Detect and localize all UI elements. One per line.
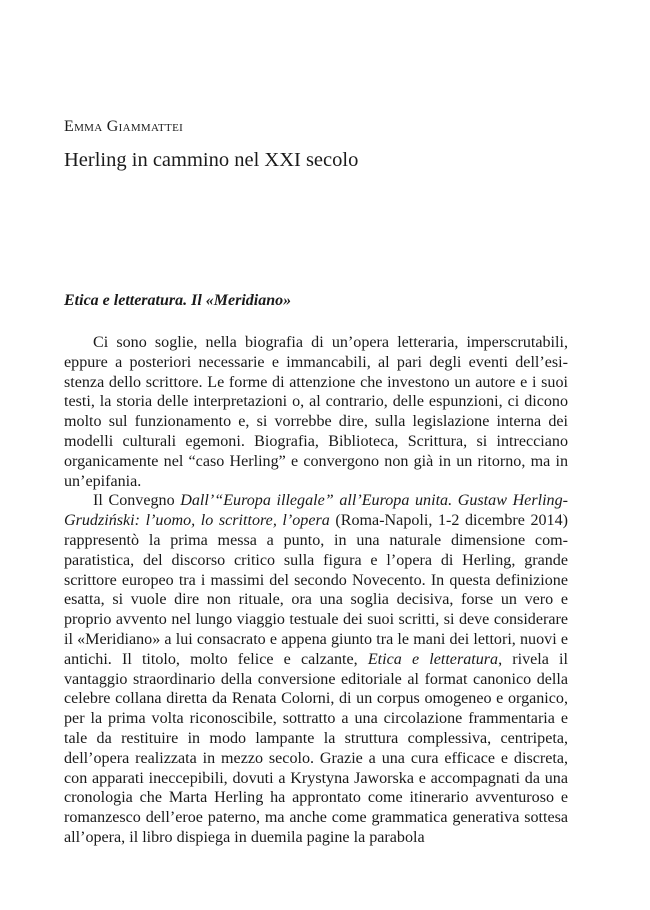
article-title: Herling in cammino nel XXI secolo <box>64 149 359 171</box>
text-run: (Roma-Napoli, 1-2 dicembre 2014) rappresentò la prima messa a punto, in una naturale dimensione comparatistica, del discorso critico sulla figura e l’opera di Herling, grande scrittore europeo tra i massimi del secondo Novecento. In questa definizione esatta, si vuole dire non rituale, ora una soglia decisiva, forse un vero e proprio avvento nel lungo viaggio testuale dei suoi scritti, si deve considerare il «Meridiano» a lui consacrato e appena giunto tra le mani dei lettori, nuovi e antichi. Il titolo, molto felice e calzante, <box>64 512 568 668</box>
author-name: Emma Giammattei <box>64 118 184 135</box>
text-run: , rivela il vantaggio straordinario della conversione editoriale al format canonico della celebre collana diretta da Renata Colorni, di un corpus omogeneo e organico, per la prima volta riconoscibile, sottratto a una circolazione frammentaria e tale da restituire in modo lampante la struttura complessiva, centripeta, dell’opera realizzata in mezzo secolo. Grazie a una cura efficace e discreta, con apparati ineccepibili, dovuti a Krystyna Jaworska e accompagnati da una cronologia che Marta Herling ha approntato come itinerario avventuroso e romanzesco dell’eroe paterno, ma anche come grammatica generativa sottesa all’opera, il libro dispiega in duemila pagine la parabola <box>64 650 568 846</box>
body-text <box>64 333 568 848</box>
italic-run: Dall’“Europa illegale” all’Europa unita. Gustaw Herling-Grudziński: l’uomo, lo scrittore, l’opera <box>64 492 568 530</box>
section-heading: Etica e letteratura. Il «Meridiano» <box>64 292 292 309</box>
italic-run: Etica e letteratura <box>367 650 499 668</box>
paragraph <box>64 333 568 491</box>
text-run: Ci sono soglie, nella biografia di un’opera letteraria, imperscrutabili, eppure a posteriori necessarie e immancabili, al pari degli eventi dell’esistenza dello scrittore. Le forme di attenzione che investono un autore e i suoi testi, la storia delle interpretazioni o, al contrario, delle espunzioni, ci dicono molto sul funzionamento e, si vorrebbe dire, sulla legislazione interna dei modelli culturali egemoni. Biografia, Biblioteca, Scrittura, si intrecciano organicamente nel “caso Herling” e convergono non già in un ritorno, ma in un’epifania. <box>64 334 568 490</box>
paragraph <box>64 491 568 847</box>
text-run: Il Convegno <box>93 492 181 510</box>
